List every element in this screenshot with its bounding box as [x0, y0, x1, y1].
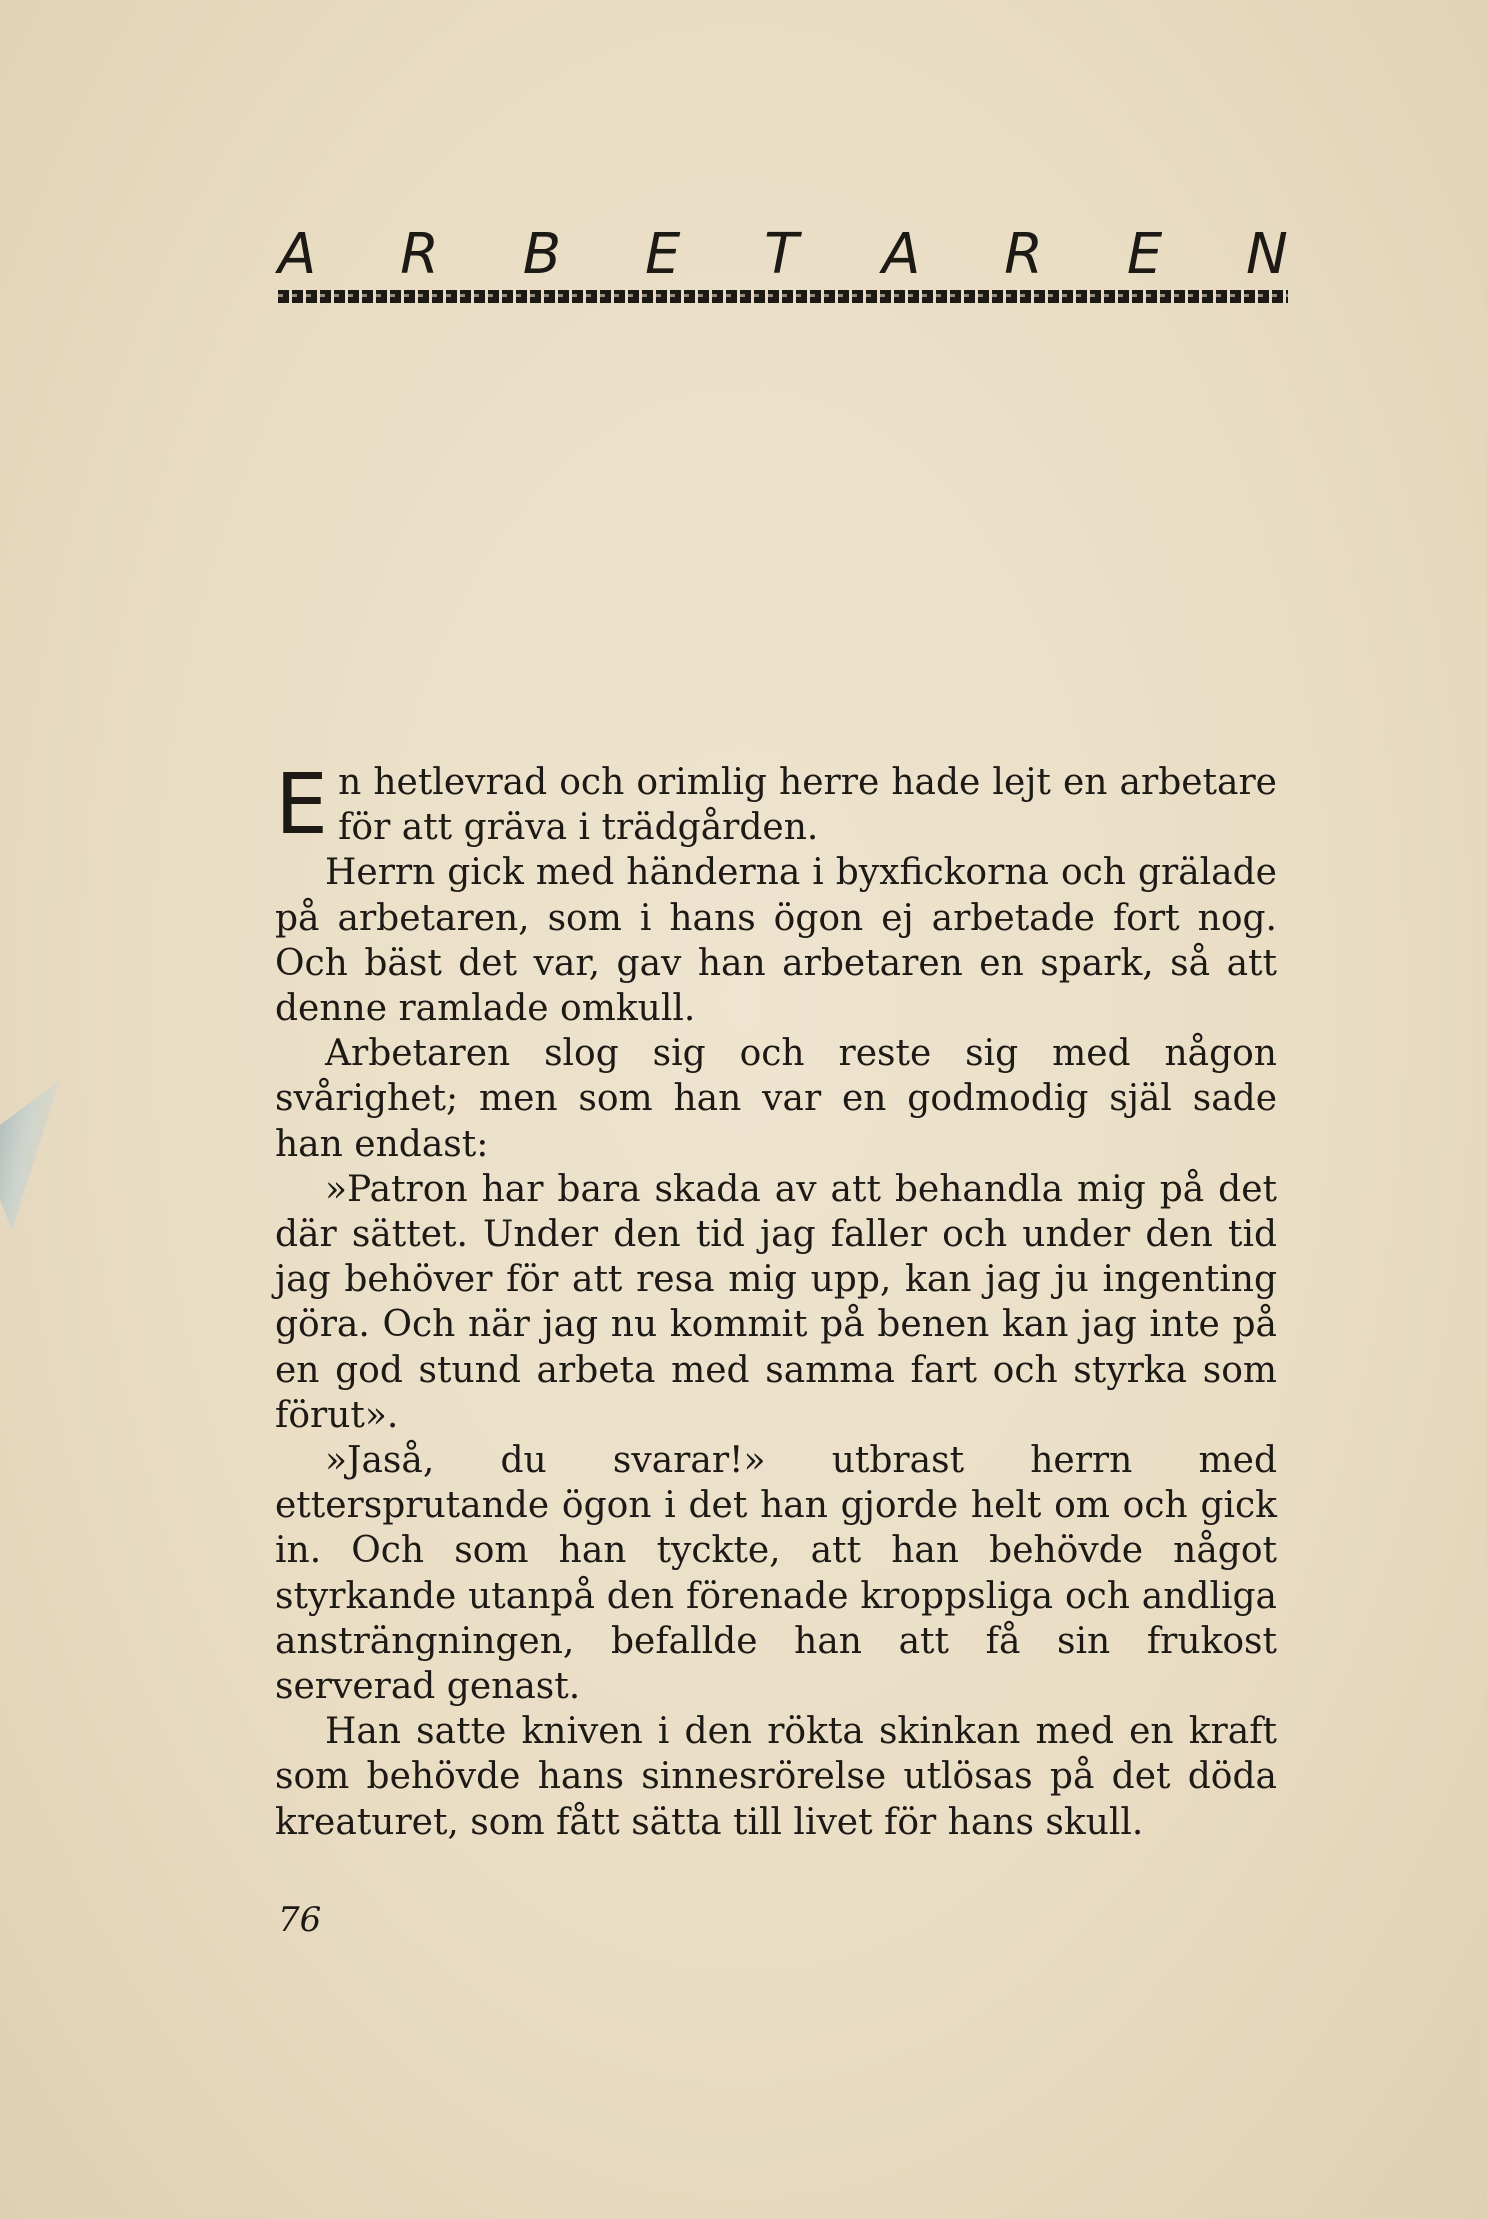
title-letter: A — [278, 222, 317, 287]
paragraph: Han satte kniven i den rökta skinkan med en kraft som behövde hans sinnesrörelse utlösas på det döda kreaturet, som fått sätta till livet för hans skull. — [275, 1711, 1277, 1843]
story-body — [275, 755, 1277, 1845]
page-edge-shadow — [0, 1080, 60, 1230]
title-letter: A — [882, 222, 921, 287]
title-letter: N — [1246, 222, 1288, 287]
decorative-rule — [278, 290, 1288, 303]
title-letter: E — [1126, 222, 1163, 287]
title-letter: E — [644, 222, 681, 287]
title-letter: T — [764, 222, 799, 287]
title-letter: R — [1004, 222, 1044, 287]
paragraph: Herrn gick med händerna i byxfickorna och grälade på arbetaren, som i hans ögon ej arbetade fort nog. Och bäst det var, gav han arbetaren en spark, så att denne ramlade omkull. — [275, 852, 1277, 1030]
page-number: 76 — [278, 1900, 322, 1940]
paragraph: Arbetaren slog sig och reste sig med någon svårighet; men som han var en godmodig själ sade han endast: — [275, 1033, 1277, 1165]
chapter-title — [278, 222, 1288, 287]
drop-cap: E — [275, 755, 329, 853]
paragraph — [275, 755, 1277, 853]
paragraph-text: n hetlevrad och orimlig herre hade lejt en arbetare för att gräva i trädgården. — [338, 762, 1277, 849]
title-letter: B — [522, 222, 562, 287]
paragraph: »Jaså, du svarar!» utbrast herrn med ettersprutande ögon i det han gjorde helt om och gick in. Och som han tyckte, att han behövde något styrkande utanpå den förenade kroppsliga och andliga ansträngningen, befallde han att få sin frukost serverad genast. — [275, 1440, 1277, 1708]
title-letter: R — [400, 222, 439, 287]
paragraph: »Patron har bara skada av att behandla mig på det där sättet. Under den tid jag faller och under den tid jag behöver för att resa mig upp, kan jag ju ingenting göra. Och när jag nu kommit på benen kan jag inte på en god stund arbeta med samma fart och styrka som förut». — [275, 1168, 1277, 1436]
